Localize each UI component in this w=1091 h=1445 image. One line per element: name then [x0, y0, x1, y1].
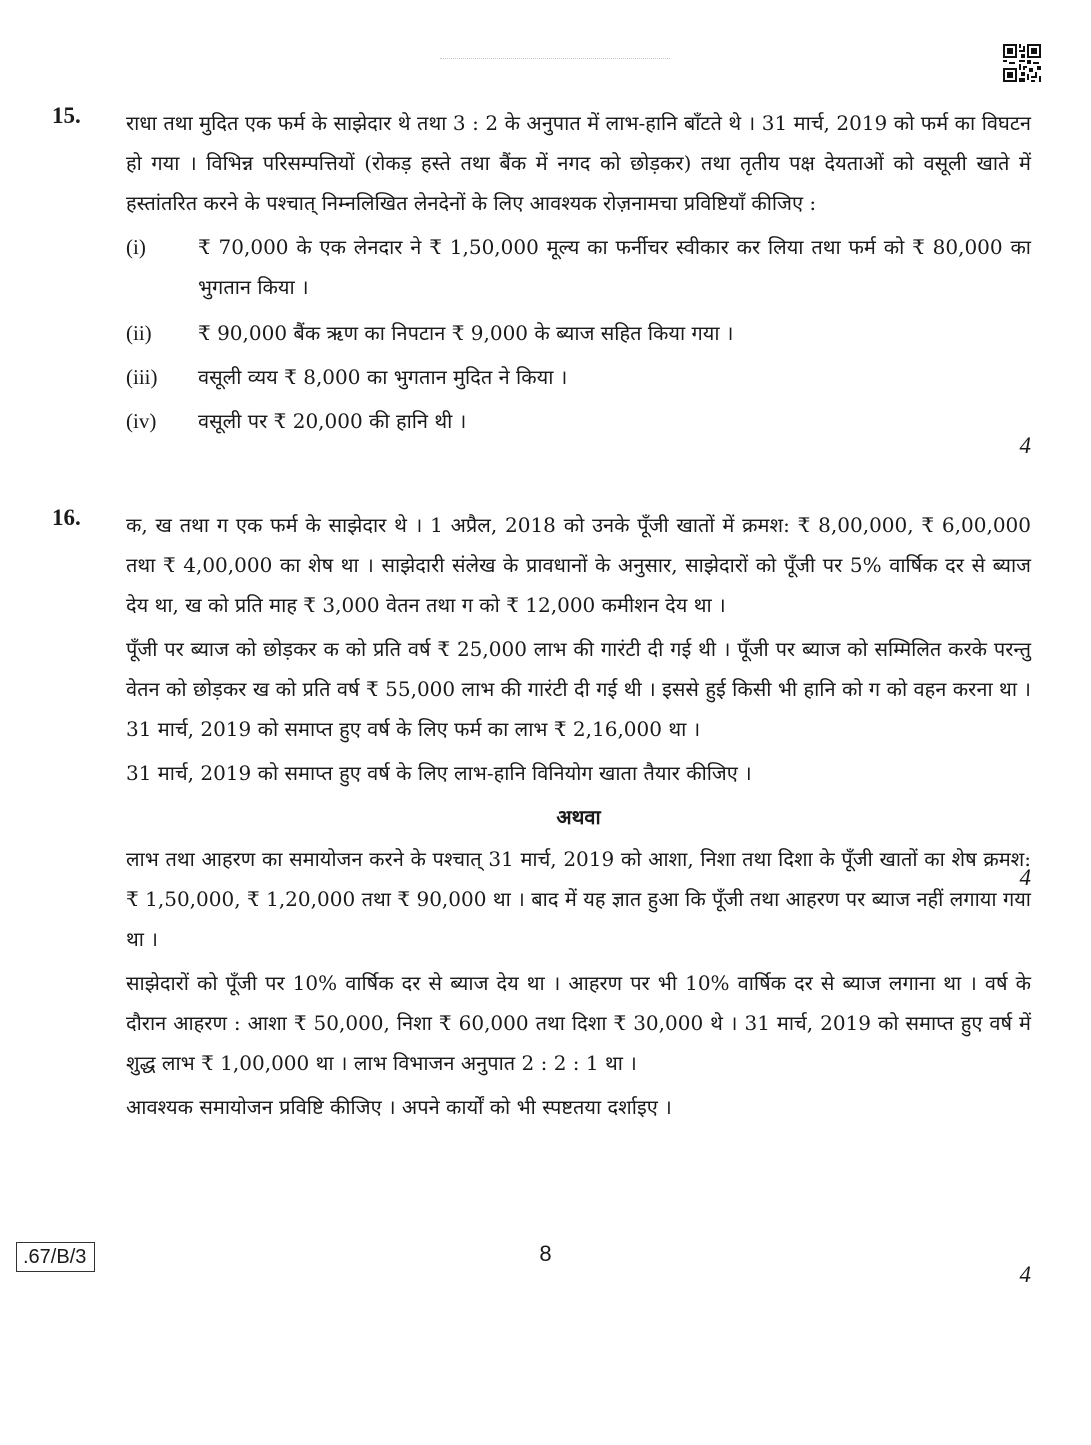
marks: 4: [1019, 865, 1031, 890]
qr-code-icon: [1003, 44, 1041, 82]
sub-item-label: (i): [126, 235, 146, 259]
alternative-question-instruction: आवश्यक समायोजन प्रविष्टि कीजिए । अपने कार्यों को भी स्पष्टतया दर्शाइए ।: [126, 1095, 672, 1119]
sub-item: [126, 401, 1031, 441]
sub-item-text: ₹ 70,000 के एक लेनदार ने ₹ 1,50,000 मूल्य का फर्नीचर स्वीकार कर लिया तथा फर्म को ₹ 80,000 का भुगतान किया ।: [198, 235, 1031, 299]
sub-item: [126, 357, 1031, 397]
question-number: 16.: [52, 505, 81, 530]
or-heading: अथवा: [556, 805, 601, 829]
question-text: पूँजी पर ब्याज को छोड़कर क को प्रति वर्ष ₹ 25,000 लाभ की गारंटी दी गई थी । पूँजी पर ब्याज को सम्मिलित करके परन्तु वेतन को छोड़कर ख को प्रति वर्ष ₹ 55,000 लाभ की गारंटी दी गई थी । इससे हुई किसी भी हानि को ग को वहन करना था । 31 मार्च, 2019 को समाप्त हुए वर्ष के लिए फर्म का लाभ ₹ 2,16,000 था ।: [126, 637, 1031, 741]
alternative-question-text: साझेदारों को पूँजी पर 10% वार्षिक दर से ब्याज देय था । आहरण पर भी 10% वार्षिक दर से ब्याज लगाना था । वर्ष के दौरान आहरण : आशा ₹ 50,000, निशा ₹ 60,000 तथा दिशा ₹ 30,000 थे । 31 मार्च, 2019 को समाप्त हुए वर्ष में शुद्ध लाभ ₹ 1,00,000 था । लाभ विभाजन अनुपात 2 : 2 : 1 था ।: [126, 971, 1031, 1075]
sub-item-label: (ii): [126, 321, 152, 345]
sub-item: [126, 227, 1031, 307]
sub-item-text: वसूली पर ₹ 20,000 की हानि थी ।: [198, 409, 467, 433]
marks: 4: [1019, 433, 1031, 458]
header-dotted-line: [440, 58, 670, 59]
paper-code: .67/B/3: [16, 1242, 95, 1272]
sub-item-text: ₹ 90,000 बैंक ऋण का निपटान ₹ 9,000 के ब्याज सहित किया गया ।: [198, 321, 734, 345]
sub-item-text: वसूली व्यय ₹ 8,000 का भुगतान मुदित ने किया ।: [198, 365, 568, 389]
marks: 4: [1019, 1262, 1031, 1287]
sub-item-list: [126, 227, 1031, 441]
alternative-question-text: लाभ तथा आहरण का समायोजन करने के पश्चात् 31 मार्च, 2019 को आशा, निशा तथा दिशा के पूँजी खातों का शेष क्रमश: ₹ 1,50,000, ₹ 1,20,000 तथा ₹ 90,000 था । बाद में यह ज्ञात हुआ कि पूँजी तथा आहरण पर ब्याज नहीं लगाया गया था ।: [126, 847, 1031, 951]
sub-item-label: (iii): [126, 365, 158, 389]
question-number: 15.: [52, 103, 81, 128]
sub-item-label: (iv): [126, 409, 157, 433]
question-text: क, ख तथा ग एक फर्म के साझेदार थे । 1 अप्रैल, 2018 को उनके पूँजी खातों में क्रमश: ₹ 8,00,000, ₹ 6,00,000 तथा ₹ 4,00,000 का शेष था । साझेदारी संलेख के प्रावधानों के अनुसार, साझेदारों को पूँजी पर 5% वार्षिक दर से ब्याज देय था, ख को प्रति माह ₹ 3,000 वेतन तथा ग को ₹ 12,000 कमीशन देय था ।: [126, 513, 1031, 617]
page-number: 8: [539, 1241, 552, 1266]
question-15: [52, 103, 1031, 458]
sub-item: [126, 313, 1031, 353]
question-text: राधा तथा मुदित एक फर्म के साझेदार थे तथा 3 : 2 के अनुपात में लाभ-हानि बाँटते थे । 31 मार्च, 2019 को फर्म का विघटन हो गया । विभिन्न परिसम्पत्तियों (रोकड़ हस्ते तथा बैंक में नगद को छोड़कर) तथा तृतीय पक्ष देयताओं को वसूली खाते में हस्तांतरित करने के पश्चात् निम्नलिखित लेनदेनों के लिए आवश्यक रोज़नामचा प्रविष्टियाँ कीजिए :: [126, 111, 1031, 215]
question-instruction: 31 मार्च, 2019 को समाप्त हुए वर्ष के लिए लाभ-हानि विनियोग खाता तैयार कीजिए ।: [126, 761, 752, 785]
